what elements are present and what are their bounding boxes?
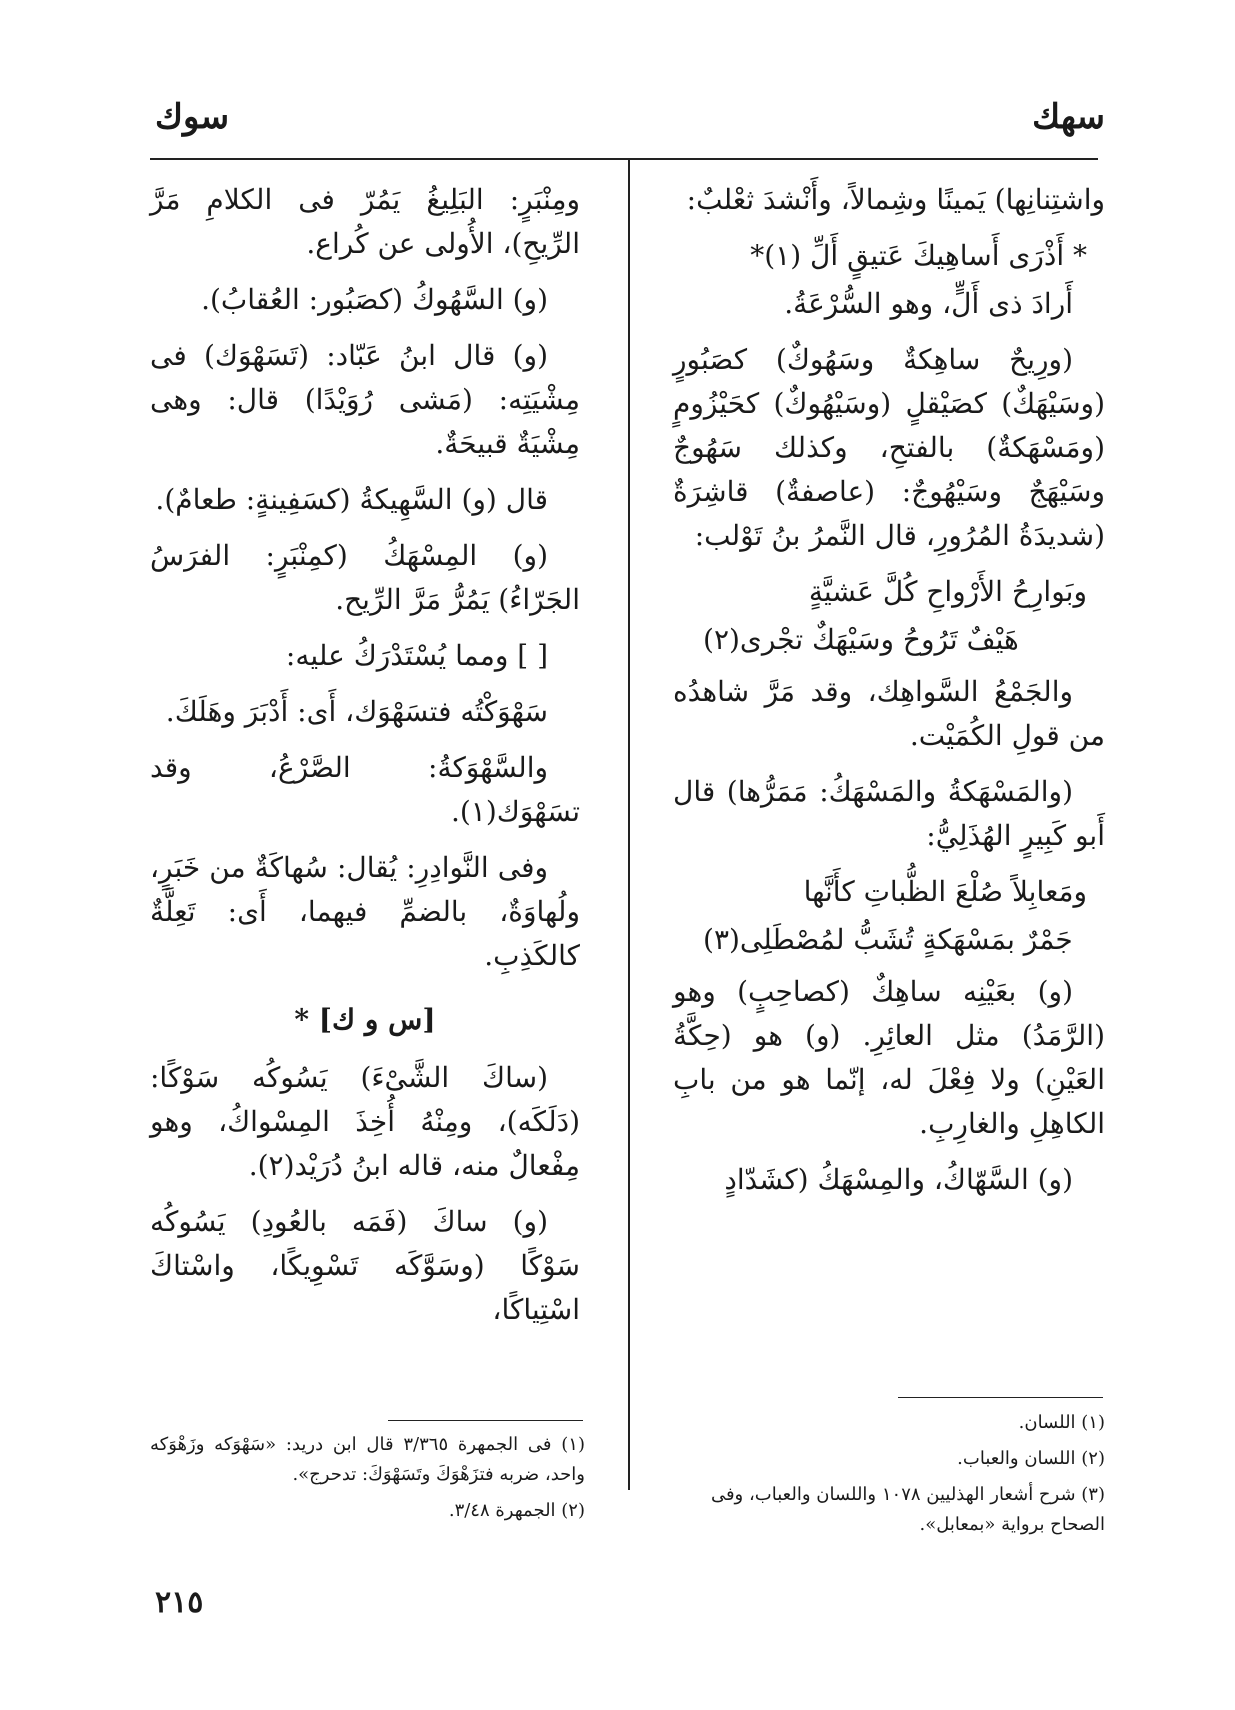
right-column-paragraph: (و) بعَيْنِه ساهِكٌ (كصاحِبٍ) وهو (الرَّمَدُ) مثل العائِرِ. (و) هو (حِكَّةُ العَيْنِ) ولا فِعْلَ له، إنّما هو من بابِ الكاهِلِ والغارِبِ. (673, 975, 1105, 1140)
right-column-verse-line: جَمْرٌ بمَسْهَكةٍ تُشَبُّ لمُصْطَلِى(٣) (703, 923, 1073, 956)
footnotes-left (150, 1430, 585, 1532)
footnotes-right (665, 1408, 1105, 1546)
left-column-paragraph: قال (و) السَّهِيكةُ (كسَفِينةٍ: طعامٌ). (155, 483, 548, 516)
footnote: (٣) شرح أشعار الهذليين ١٠٧٨ واللسان والعباب، وفى الصحاح برواية «بمعابل». (710, 1484, 1105, 1535)
right-column (673, 178, 1105, 1214)
left-column-paragraph: والسَّهْوَكةُ: الصَّرْعُ، وقد تسَهْوَك(١). (150, 751, 580, 828)
right-column-paragraph: واشتِنانِها) يَمينًا وشِمالاً، وأَنْشدَ ثعْلبٌ: (686, 183, 1105, 216)
right-column-paragraph: أَرادَ ذى أَلٍّ، وهو السُّرْعَةُ. (784, 287, 1073, 320)
left-column-paragraph: (و) قال ابنُ عَبّاد: (تَسَهْوَك) فى مِشْيَتِه: (مَشى رُوَيْدًا) قال: وهى مِشْيَةٌ قبيحَةٌ. (150, 339, 580, 460)
left-column-paragraph: وفى النَّوادِرِ: يُقال: سُهاكَةٌ من خَبَرٍ، ولُهاوَةٌ، بالضمِّ فيهما، أَى: تَعِلَّةٌ كالكَذِبِ. (150, 851, 580, 972)
running-head-right: سهك (1032, 97, 1105, 137)
footnote: (٢) اللسان والعباب. (957, 1448, 1105, 1469)
left-column-paragraph: [ ] ومما يُسْتَدْرَكُ عليه: (285, 639, 548, 672)
left-column-paragraph: (و) السَّهُوكُ (كصَبُور: العُقابُ). (201, 283, 548, 316)
footnote-rule-right (898, 1397, 1103, 1398)
right-column-verse-line: هَيْفٌ تَرُوحُ وسَيْهَكٌ تجْرى(٢) (703, 623, 1019, 656)
right-column-paragraph: (ورِيحٌ ساهِكةٌ وسَهُوكٌ) كصَبُورٍ (وسَيْهَكٌ) كصَيْقلٍ (وسَيْهُوكٌ) كحَيْزُومٍ (ومَسْهَكةٌ) بالفتحِ، وكذلك سَهُوجٌ وسَيْهَجٌ وسَيْهُوجٌ: (عاصفةٌ) قاشِرَةٌ (شديدَةُ المُرُورِ، قال النَّمرُ بنُ تَوْلب: (673, 343, 1105, 552)
running-head-left: سوك (155, 97, 230, 137)
right-column-verse-line: * أَذْرَى أَساهِيكَ عَتيقٍ أَلِّ (١)* (750, 239, 1087, 272)
footnote: (١) فى الجمهرة ٣/٣٦٥ قال ابن دريد: «سَهْوَكه وزَهْوَكه واحد، ضربه فتزَهْوَكَ وتَسَهْوَكَ: تدحرج». (150, 1434, 585, 1485)
left-column-paragraph: (و) المِسْهَكُ (كمِنْبَرٍ: الفرَسُ الجَرّاءُ) يَمُرُّ مَرَّ الرِّيح. (150, 539, 580, 616)
right-column-paragraph: والجَمْعُ السَّواهِك، وقد مَرَّ شاهدُه من قولِ الكُمَيْت. (673, 675, 1105, 752)
left-column-paragraph: سَهْوَكْتُه فتسَهْوَك، أَى: أَدْبَرَ وهَلَكَ. (165, 695, 548, 728)
left-column (150, 178, 580, 1344)
left-column-paragraph: ومِنْبَرٍ: البَلِيغُ يَمُرّ فى الكلامِ مَرَّ الرِّيحِ)، الأُولى عن كُراع. (150, 183, 580, 260)
left-column-paragraph: (ساكَ الشَّىْءَ) يَسُوكُه سَوْكًا: (دَلَكَه)، ومِنْهُ أُخِذَ المِسْواكُ، وهو مِفْعالٌ منه، قاله ابنُ دُرَيْد(٢). (150, 1061, 580, 1182)
right-column-paragraph: (و) السَّهّاكُ، والمِسْهَكُ (كشَدّادٍ (724, 1163, 1073, 1196)
column-divider (628, 160, 630, 1490)
right-column-paragraph: (والمَسْهَكةُ والمَسْهَكُ: مَمَرُّها) قال أَبو كَبِيرٍ الهُذَلِيُّ: (673, 775, 1105, 852)
footnote-rule-left (388, 1420, 583, 1421)
left-column-entry-heading: [س و ك] * (294, 1003, 436, 1036)
right-column-verse-line: ومَعابِلاً صُلْعَ الظُّباتِ كأَنَّها (803, 875, 1087, 908)
footnote: (١) اللسان. (1018, 1412, 1105, 1433)
header-rule (150, 158, 1098, 160)
page-number: ٢١٥ (155, 1585, 204, 1620)
left-column-paragraph: (و) ساكَ (فَمَه بالعُودِ) يَسُوكُه سَوْكًا (وسَوَّكَه تَسْوِيكًا، واسْتاكَ اسْتِياكًا، (150, 1205, 580, 1326)
footnote: (٢) الجمهرة ٣/٤٨. (448, 1500, 585, 1521)
right-column-verse-line: وبَوارِحُ الأَرْواحِ كُلَّ عَشيَّةٍ (808, 575, 1087, 608)
